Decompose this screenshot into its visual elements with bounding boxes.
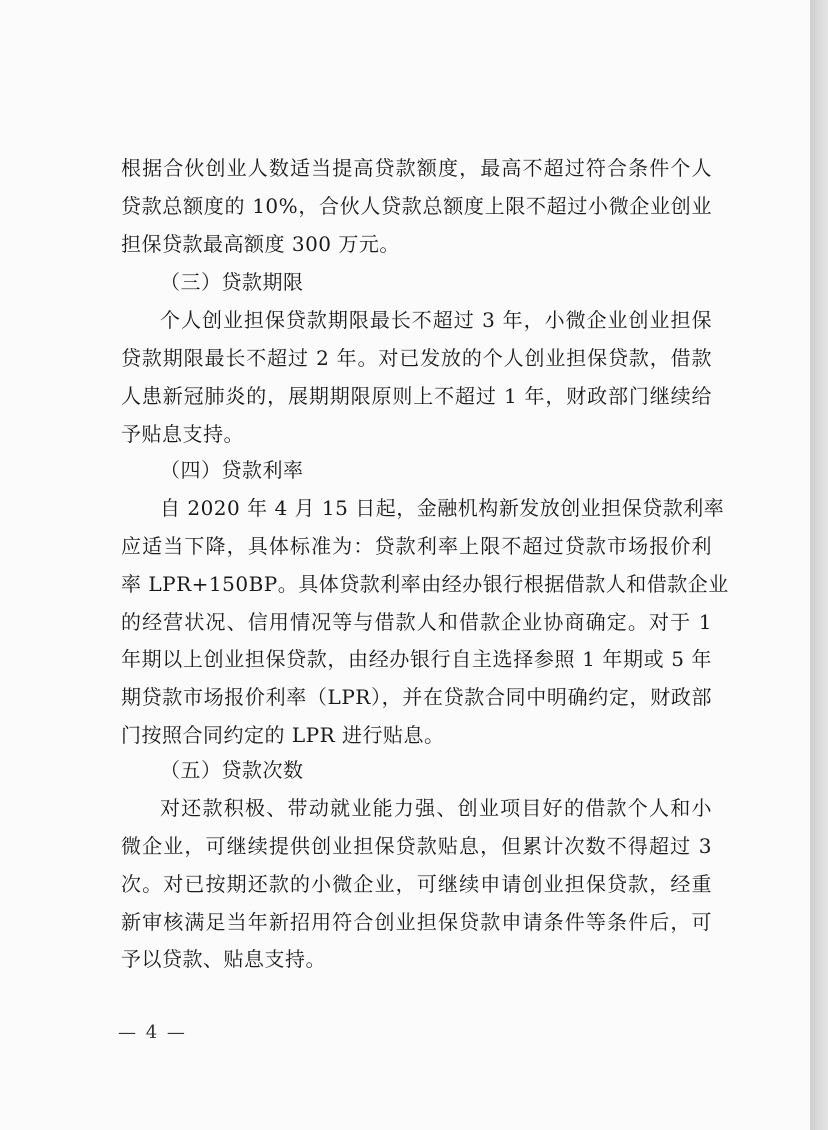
text-line: 年期以上创业担保贷款，由经办银行自主选择参照 1 年期或 5 年 <box>121 647 712 671</box>
text-line: 微企业，可继续提供创业担保贷款贴息，但累计次数不得超过 3 <box>121 834 712 858</box>
text-line: 自 2020 年 4 月 15 日起，金融机构新发放创业担保贷款利率 <box>160 496 725 520</box>
section-heading: （四）贷款利率 <box>160 458 304 482</box>
page-number: — 4 — <box>118 1022 187 1043</box>
text-line: 次。对已按期还款的小微企业，可继续申请创业担保贷款，经重 <box>121 872 712 896</box>
text-line: 个人创业担保贷款期限最长不超过 3 年，小微企业创业担保 <box>160 308 712 332</box>
text-line: 期贷款市场报价利率（LPR），并在贷款合同中明确约定，财政部 <box>121 685 712 709</box>
text-line: 担保贷款最高额度 300 万元。 <box>121 232 400 256</box>
text-line: 人患新冠肺炎的，展期期限原则上不超过 1 年，财政部门继续给 <box>121 384 712 408</box>
section-heading: （三）贷款期限 <box>160 270 304 294</box>
page-edge-shadow <box>810 0 828 1130</box>
text-line: 根据合伙创业人数适当提高贷款额度，最高不超过符合条件个人 <box>121 156 712 180</box>
text-line: 予以贷款、贴息支持。 <box>121 947 326 971</box>
text-line: 贷款总额度的 10%，合伙人贷款总额度上限不超过小微企业创业 <box>121 194 712 218</box>
text-line: 的经营状况、信用情况等与借款人和借款企业协商确定。对于 1 <box>121 610 712 634</box>
text-line: 率 LPR+150BP。具体贷款利率由经办银行根据借款人和借款企业 <box>121 572 729 596</box>
text-line: 对还款积极、带动就业能力强、创业项目好的借款个人和小 <box>160 796 712 820</box>
text-line: 新审核满足当年新招用符合创业担保贷款申请条件等条件后，可 <box>121 910 712 934</box>
text-line: 予贴息支持。 <box>121 422 244 446</box>
section-heading: （五）贷款次数 <box>160 758 304 782</box>
text-line: 应适当下降，具体标准为：贷款利率上限不超过贷款市场报价利 <box>121 534 712 558</box>
text-line: 贷款期限最长不超过 2 年。对已发放的个人创业担保贷款，借款 <box>121 346 712 370</box>
text-line: 门按照合同约定的 LPR 进行贴息。 <box>121 723 445 747</box>
